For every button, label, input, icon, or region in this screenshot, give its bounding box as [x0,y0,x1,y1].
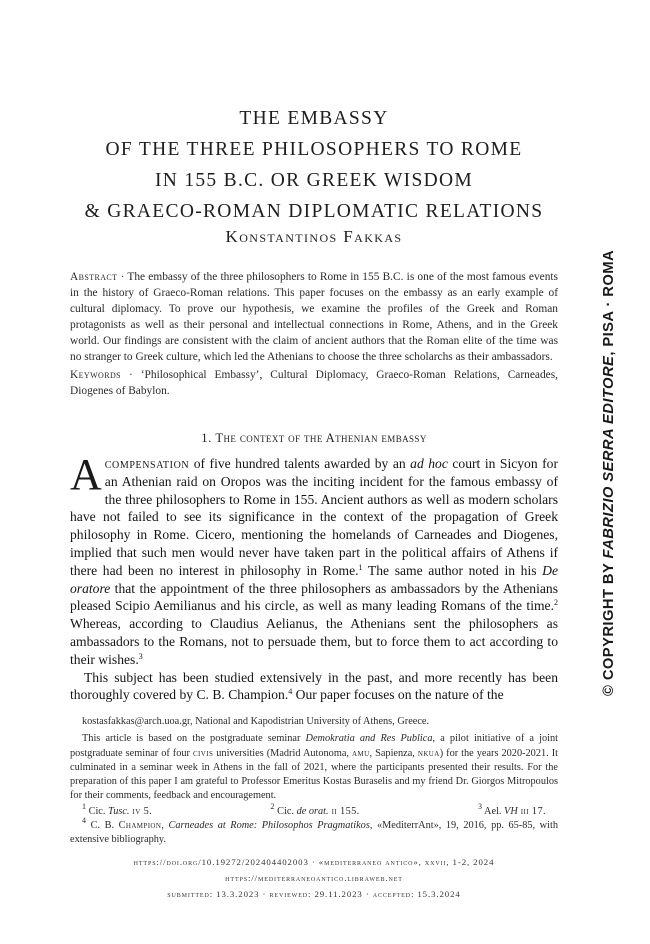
note-text-run: This article is based on the postgraduate seminar [82,733,306,745]
note-text-run: iv 5. [129,805,153,817]
body-text-run: This subject has been studied extensively in the past, and more recently has been thoroughly covered by C. B. Champion. [70,669,558,703]
footnote-ref-1[interactable]: 1 [358,562,363,572]
footnote-number: 4 [82,816,86,826]
copyright-publisher: FABRIZIO SERRA EDITORE [601,355,617,559]
footnote-number: 1 [82,801,86,811]
note-text-run: , [161,820,169,832]
body-paragraph-1 [70,450,558,669]
doi-line[interactable]: https://doi.org/10.19272/202404402003 · «mediterraneo antico», xxvii, 1-2, 2024 [133,857,495,867]
note-text-run: C. B. [90,820,119,832]
body-text-run: The same author noted in his [362,562,543,578]
italic-term: ad hoc [410,456,448,471]
note-text-run: iii 17. [517,805,546,817]
publication-info [70,854,558,902]
note-text-run: Cic. [277,805,297,817]
footnote-1 [82,801,153,819]
italic-work-title: VH [504,805,518,817]
dropcap-letter: A [70,450,102,499]
footnote-ref-3[interactable]: 3 [138,651,143,661]
copyright-suffix: , PISA · ROMA [601,249,617,356]
keywords-separator: · [120,368,141,381]
italic-work-title: Tusc. [108,805,130,817]
italic-work-title: de orat. [296,805,329,817]
keywords-label: Keywords [70,368,121,381]
body-text-run: court in Sicyon for an Athenian raid on Oropos was the inciting incident for the famous embassy of the three philosophers to Rome in 155. Ancient authors as well as modern scholars have not failed to see its significance in the context of the propagation of Greek philosophy in Rome. Cicero, mentioning the homelands of Carneades and Diogenes, implied that such men would never have taken part in the political affairs of Athens if there had been no interest in philosophy in Rome. [70,456,558,578]
author-name: Konstantinos Fakkas [225,227,403,246]
footnotes-row [70,801,558,819]
title-line-2: OF THE THREE PHILOSOPHERS TO ROME [105,139,523,160]
journal-url[interactable]: https://mediterraneoantico.libraweb.net [225,873,403,883]
footnote-number: 3 [478,801,482,811]
author-email[interactable]: kostasfakkas@arch.uoa.gr, National and Kapodistrian University of Athens, Greece. [82,716,430,727]
note-text-run: , a pilot initiative of a joint postgraduate seminar of four [70,733,558,759]
title-line-3: IN 155 B.C. OR GREEK WISDOM [154,170,474,191]
footnote-4 [70,816,558,848]
small-caps-term: nkua [417,747,440,759]
abstract-paragraph [70,269,558,366]
footnote-number: 2 [270,801,275,811]
body-text-run: Whereas, according to Claudius Aelianus, the Athenians sent the philosophers as ambassadors to the Romans, not to persuade them, but to force them to act according to their wishes. [70,616,558,667]
italic-work-title: Carneades at Rome: Philosophos Pragmatikos [168,820,370,832]
note-text-run: universities (Madrid Autonoma, [213,747,352,759]
section-title: The context of the Athenian embassy [215,431,427,445]
italic-work-title: De oratore [70,562,558,596]
section-number: 1. [201,431,212,445]
body-text-run: of five hundred talents awarded by an [189,456,411,471]
keywords-paragraph [70,367,558,399]
footnote-3 [478,801,546,819]
title-line-1: THE EMBASSY [239,108,389,129]
italic-seminar-title: Demokratia and Res Publica [305,733,433,745]
abstract-label: Abstract [70,271,118,283]
note-text-run: Cic. [88,805,109,817]
footnote-ref-2[interactable]: 2 [554,598,558,608]
acknowledgement-note [70,732,558,803]
article-title [40,103,588,227]
footnotes-block [70,715,558,848]
body-text-run: Our paper focuses on the nature of the [292,687,504,703]
body-paragraph-2 [70,669,558,705]
note-text-run: ii 155. [328,805,360,817]
copyright-notice [597,226,621,696]
title-line-4: & GRAECO-ROMAN DIPLOMATIC RELATIONS [84,201,544,222]
note-text-run: Ael. [484,805,505,817]
footnote-2 [270,801,360,819]
lead-word: compensation [104,456,190,471]
abstract-separator: · [117,271,128,283]
abstract-text: The embassy of the three philosophers to Rome in 155 B.C. is one of the most famous events in the history of Graeco-Roman relations. This paper focuses on the embassy as an early example of cultural diplomacy. To prove our hypothesis, we examine the profiles of the Greek and Roman protagonists as well as their personal and intellectual connections in Rome, Athens, and in the Greek world. Our findings are consistent with the claim of ancient authors that the Roman elite of the time was no stranger to Greek culture, which led the Athenians to choose the three scholarchs as their ambassadors. [70,271,558,364]
section-heading [70,431,558,446]
note-text-run: , «MediterrAnt», 19, 2016, pp. 65-85, with extensive bibliography. [70,820,558,846]
footnote-ref-4[interactable]: 4 [288,687,293,697]
small-caps-author: Champion [118,820,162,832]
small-caps-term: civis [192,747,214,759]
copyright-prefix: © COPYRIGHT BY [601,558,617,696]
note-text-run: ) for the years 2020-2021. It culminated in a seminar week in Athens in the fall of 2021, where the participants presented their results. For the preparation of this paper I am grateful to Professor Emeritus Kostas Buraselis and my friend Dr. Giorgos Mitropoulos for their comments, feedback and encouragement. [70,747,558,802]
review-dates: submitted: 13.3.2023 · reviewed: 29.11.2023 · accepted: 15.3.2024 [167,889,461,899]
body-text-run: that the appointment of the three philosophers as ambassadors by the Athenians pleased Scipio Aemilianus and his circle, as well as many leading Romans of the time. [70,580,558,614]
note-text-run: , Sapienza, [369,747,418,759]
small-caps-term: amu [352,747,370,759]
body-text [70,450,558,704]
author-affiliation-note [70,715,558,729]
abstract-block [70,269,558,399]
keywords-text: ‘Philosophical Embassy’, Cultural Diplomacy, Graeco-Roman Relations, Carneades, Diogenes of Babylon. [70,368,558,397]
